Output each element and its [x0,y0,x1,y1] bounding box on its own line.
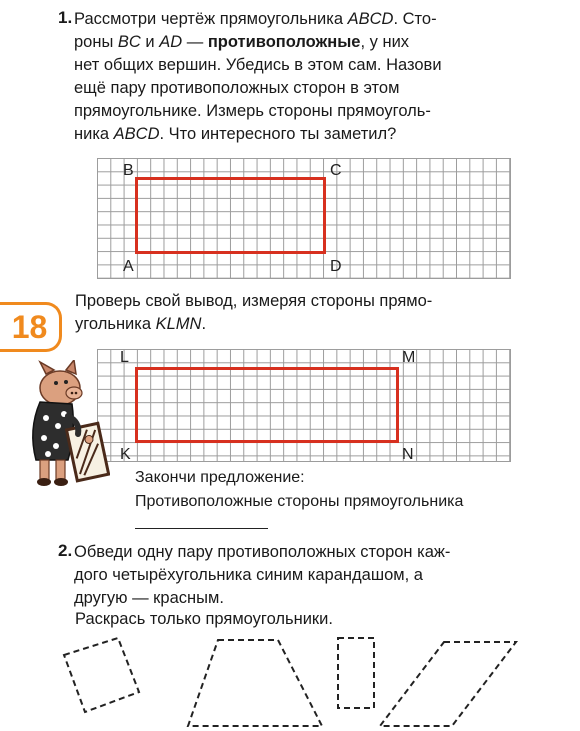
task1-line-6: ника ABCD. Что интересного ты заметил? [74,125,397,143]
task2-number: 2. [58,541,73,560]
vertex-c: C [330,162,342,179]
vertex-l: L [120,349,129,366]
vertex-d: D [330,258,342,275]
task1-line-5: прямоугольнике. Измерь стороны прямоуголь- [74,102,431,120]
vertex-b: B [123,162,134,179]
task1-line-1: Рассмотри чертёж прямоугольника ABCD. Сто- [74,10,437,28]
task1-line-2: роны BC и AD — противоположные, у них [74,33,410,51]
task1-line-3: нет общих вершин. Убедись в этом сам. Назови [74,56,442,74]
piglet-mascot-icon [14,360,110,490]
check-text: Проверь свой вывод, измеряя стороны прямо- угольника KLMN. [75,292,433,333]
narrow-rectangle-shape [338,638,374,708]
vertex-k: K [120,446,131,463]
parallelogram-shape [380,642,516,726]
tilted-square-shape [64,638,139,712]
task2-text: Обведи одну пару противоположных сторон каж- дого четырёхугольника синим карандашом, а другую — красным. [74,543,451,607]
vertex-m: M [402,349,416,366]
vertex-n: N [402,446,414,463]
finish-sentence: Противоположные стороны прямоугольника [135,493,464,510]
trapezoid-shape [188,640,322,726]
rectangle-klmn [135,367,399,443]
task1-number: 1. [58,8,73,27]
quadrilaterals-figure [0,630,580,731]
task2-instruction: Раскрась только прямоугольники. [75,610,333,628]
page-number-badge: 18 [0,302,62,352]
rectangle-abcd [135,177,326,254]
task1-line-4: ещё пару противоположных сторон в этом [74,79,400,97]
finish-instruction: Закончи предложение: [135,469,305,486]
answer-line[interactable] [135,528,268,529]
task1-text [74,8,510,146]
vertex-a: A [123,258,134,275]
